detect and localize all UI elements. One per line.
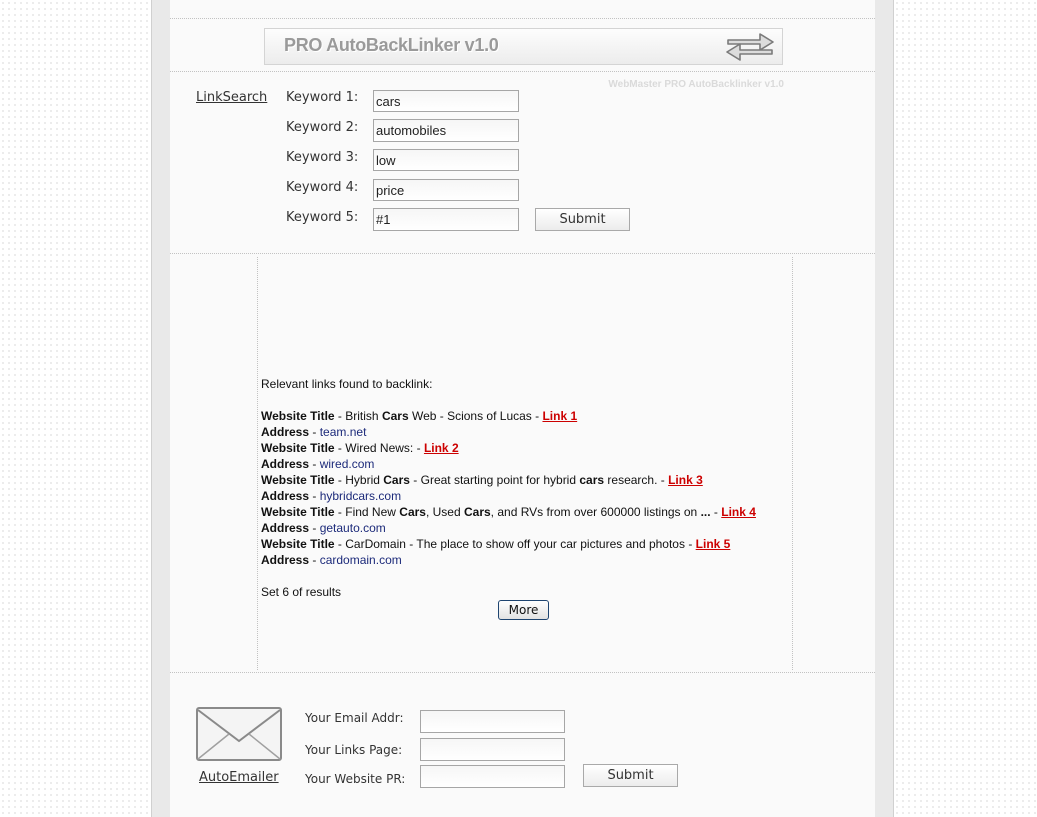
divider <box>170 71 875 72</box>
website-title-label: Website Title <box>261 409 335 423</box>
keyword-2-input[interactable] <box>373 119 519 142</box>
keyword-1-label: Keyword 1: <box>286 90 359 105</box>
divider <box>170 672 875 673</box>
website-title-label: Website Title <box>261 441 335 455</box>
result-address-row: Address - team.net <box>261 425 367 439</box>
keyword-4-label: Keyword 4: <box>286 180 359 195</box>
search-submit-button[interactable]: Submit <box>535 208 630 231</box>
keyword-3-input[interactable] <box>373 149 519 171</box>
address-label: Address <box>261 553 310 567</box>
divider <box>170 18 875 19</box>
result-link[interactable]: Link 3 <box>668 473 703 487</box>
results-intro: Relevant links found to backlink: <box>261 377 433 391</box>
result-address[interactable]: getauto.com <box>319 521 386 535</box>
keyword-4-input[interactable] <box>373 179 519 201</box>
result-link[interactable]: Link 2 <box>423 441 459 455</box>
keyword-5-label: Keyword 5: <box>286 210 359 225</box>
keyword-2-label: Keyword 2: <box>286 120 359 135</box>
website-title-label: Website Title <box>261 473 335 487</box>
result-address[interactable]: wired.com <box>319 457 375 471</box>
address-label: Address <box>261 489 310 503</box>
result-title-row: Website Title - Hybrid Cars - Great starting point for hybrid cars research. - Link 3 <box>261 473 703 487</box>
address-label: Address <box>261 425 310 439</box>
envelope-icon <box>196 707 282 761</box>
result-address-row: Address - hybridcars.com <box>261 489 402 503</box>
results-frame-left <box>257 257 258 670</box>
links-page-input[interactable] <box>420 738 565 761</box>
email-addr-label: Your Email Addr: <box>305 711 404 725</box>
result-title-row: Website Title - British Cars Web - Scions of Lucas - Link 1 <box>261 409 578 423</box>
divider <box>170 253 875 254</box>
results-set-count: Set 6 of results <box>261 585 342 599</box>
result-address[interactable]: hybridcars.com <box>319 489 402 503</box>
website-title-label: Website Title <box>261 505 335 519</box>
email-addr-input[interactable] <box>420 710 565 733</box>
result-link[interactable]: Link 1 <box>542 409 578 423</box>
header-banner <box>264 28 783 65</box>
links-page-label: Your Links Page: <box>305 743 403 757</box>
results-list <box>261 376 821 600</box>
header-subtitle: WebMaster PRO AutoBacklinker v1.0 <box>608 79 784 90</box>
keyword-1-input[interactable] <box>373 90 519 112</box>
result-title-row: Website Title - CarDomain - The place to show off your car pictures and photos - Link 5 <box>261 537 731 551</box>
autoemailer-label[interactable]: AutoEmailer <box>199 770 279 785</box>
website-pr-input[interactable] <box>420 765 565 788</box>
address-label: Address <box>261 457 310 471</box>
result-title-row: Website Title - Find New Cars, Used Cars, and RVs from over 600000 listings on ... - Link 4 <box>261 505 756 519</box>
website-title-label: Website Title <box>261 537 335 551</box>
result-address[interactable]: team.net <box>319 425 367 439</box>
swap-arrows-icon <box>724 31 776 62</box>
address-label: Address <box>261 521 310 535</box>
result-address-row: Address - cardomain.com <box>261 553 402 567</box>
result-link[interactable]: Link 5 <box>695 537 731 551</box>
app-title: PRO AutoBackLinker v1.0 <box>284 35 499 55</box>
emailer-submit-button[interactable]: Submit <box>583 764 678 787</box>
result-title-row: Website Title - Wired News: - Link 2 <box>261 441 459 455</box>
result-address-row: Address - wired.com <box>261 457 375 471</box>
result-address-row: Address - getauto.com <box>261 521 386 535</box>
result-address[interactable]: cardomain.com <box>319 553 402 567</box>
keyword-3-label: Keyword 3: <box>286 150 359 165</box>
linksearch-label[interactable]: LinkSearch <box>196 90 268 105</box>
website-pr-label: Your Website PR: <box>305 772 406 786</box>
more-results-button[interactable]: More <box>498 600 549 620</box>
result-link[interactable]: Link 4 <box>721 505 756 519</box>
keyword-5-input[interactable] <box>373 208 519 231</box>
